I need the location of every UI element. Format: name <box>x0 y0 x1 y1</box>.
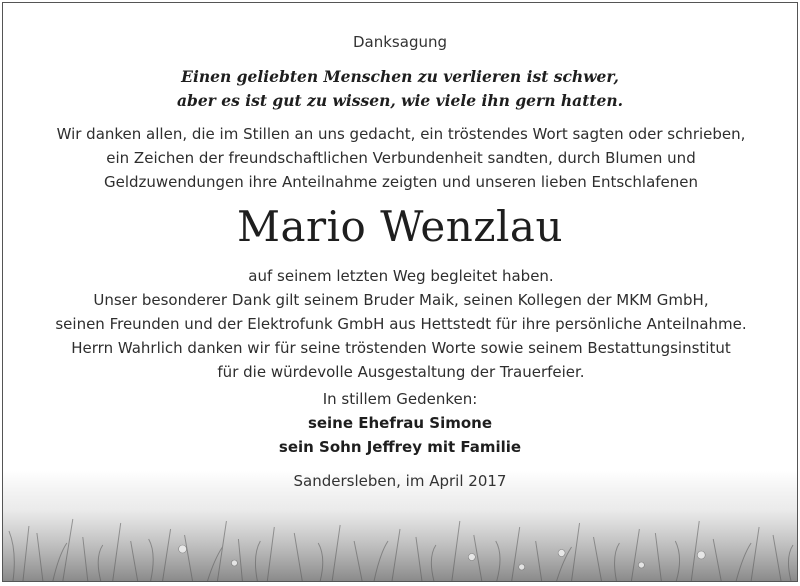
thanks-line: ein Zeichen der freundschaftlichen Verbundenheit sandten, durch Blumen und <box>106 149 696 167</box>
thanks-line: Geldzuwendungen ihre Anteilnahme zeigten und unseren lieben Entschlafenen <box>103 173 699 191</box>
signature-block <box>3 387 797 459</box>
place-and-date: Sandersleben, im April 2017 <box>293 472 507 490</box>
thanks-paragraph <box>23 122 779 194</box>
motto-line: Einen geliebten Menschen zu verlieren ist schwer, <box>181 67 619 86</box>
acknowledgement-line: für die würdevolle Ausgestaltung der Trauerfeier. <box>217 363 585 381</box>
motto-line: aber es ist gut zu wissen, wie viele ihn gern hatten. <box>176 91 624 110</box>
signatory: sein Sohn Jeffrey mit Familie <box>278 438 522 456</box>
obituary-notice <box>2 2 798 582</box>
deceased-name: Mario Wenzlau <box>237 202 563 251</box>
memory-intro: In stillem Gedenken: <box>322 390 478 408</box>
acknowledgement-line: Herrn Wahrlich danken wir für seine tröstenden Worte sowie seinem Bestattungsinstitut <box>71 339 731 357</box>
acknowledgement-line: auf seinem letzten Weg begleitet haben. <box>248 267 554 285</box>
motto-quote <box>3 65 797 113</box>
signatory: seine Ehefrau Simone <box>307 414 493 432</box>
thanks-line: Wir danken allen, die im Stillen an uns gedacht, ein tröstendes Wort sagten oder schrieben, <box>56 125 746 143</box>
notice-heading: Danksagung <box>353 33 447 51</box>
acknowledgement-paragraph <box>23 264 779 384</box>
acknowledgement-line: Unser besonderer Dank gilt seinem Bruder Maik, seinen Kollegen der MKM GmbH, <box>93 291 709 309</box>
acknowledgement-line: seinen Freunden und der Elektrofunk GmbH aus Hettstedt für ihre persönliche Anteilnahme. <box>55 315 747 333</box>
